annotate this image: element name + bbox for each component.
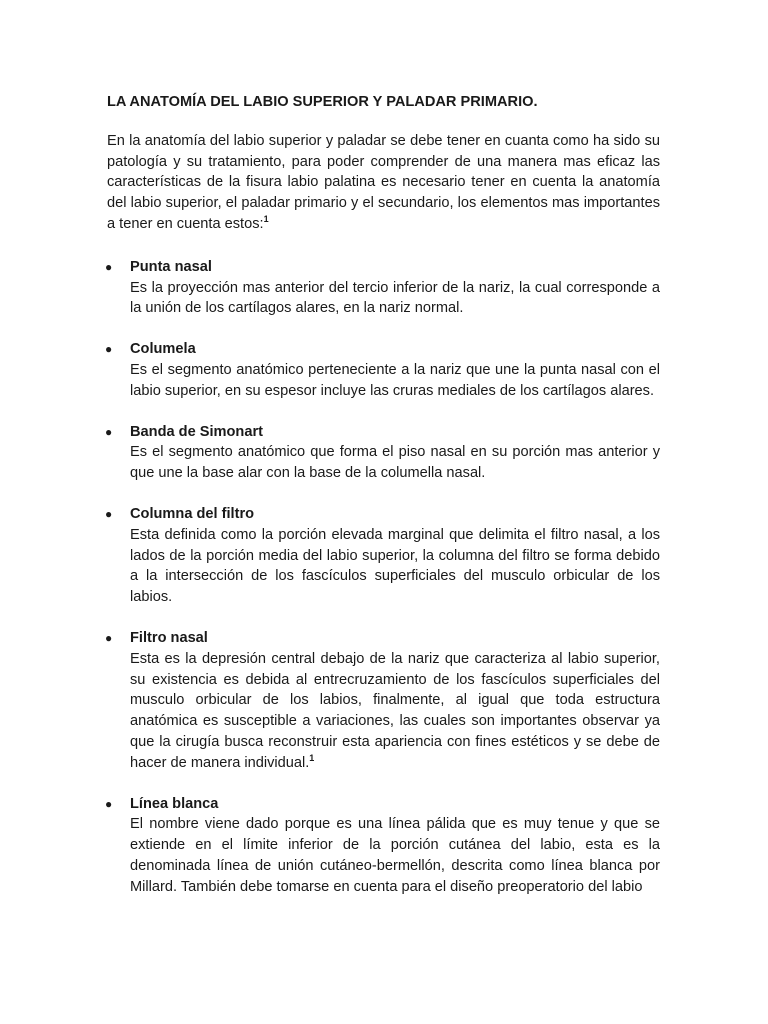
- document-title: LA ANATOMÍA DEL LABIO SUPERIOR Y PALADAR PRIMARIO.: [107, 94, 538, 110]
- item-body: Es el segmento anatómico que forma el piso nasal en su porción mas anterior y que une la base alar con la base de la columella nasal.: [130, 444, 660, 482]
- item-text: [130, 278, 660, 320]
- list-item: [107, 422, 660, 484]
- list-item: [107, 504, 660, 608]
- intro-reference: 1: [263, 214, 269, 225]
- item-text: [130, 360, 660, 402]
- bullet-icon: ●: [105, 796, 113, 811]
- bullet-icon: ●: [105, 424, 113, 439]
- bullet-icon: ●: [105, 506, 113, 521]
- bullet-icon: ●: [105, 630, 113, 645]
- item-reference: 1: [309, 752, 315, 763]
- item-text: [130, 525, 660, 608]
- item-body: El nombre viene dado porque es una línea pálida que es muy tenue y que se extiende en el límite inferior de la porción cutánea del labio, esta es la denominada línea de unión cutáneo-bermellón, descrita como línea blanca por Millard. También debe tomarse en cuenta para el diseño preoperatorio del labio: [130, 816, 660, 895]
- item-text: [130, 814, 660, 897]
- list-item: [107, 794, 660, 898]
- item-body: Esta definida como la porción elevada marginal que delimita el filtro nasal, a los lados de la porción media del labio superior, la columna del filtro se forma debido a la intersección de los fascículos superficiales del musculo orbicular de los labios.: [130, 526, 660, 606]
- item-body: Esta es la depresión central debajo de la nariz que caracteriza al labio superior, su existencia es debida al entrecruzamiento de los fascículos superficiales del musculo orbicular de los labios, finalmente, al igual que toda estructura anatómica es susceptible a variaciones, las cuales son importantes observar ya que la cirugía busca reconstruir esta apariencia con fines estéticos y se debe de hacer de manera individual.: [130, 650, 660, 771]
- bullet-icon: ●: [105, 259, 113, 274]
- intro-paragraph: [107, 131, 660, 235]
- list-item: [107, 339, 660, 401]
- item-text: [130, 442, 660, 484]
- bullet-icon: ●: [105, 342, 113, 357]
- list-item: [107, 628, 660, 774]
- item-body: Es el segmento anatómico perteneciente a la nariz que une la punta nasal con el labio superior, en su espesor incluye las cruras mediales de los cartílagos alares.: [130, 361, 660, 399]
- item-title: Filtro nasal: [130, 629, 208, 646]
- list-item: [107, 257, 660, 319]
- item-text: [130, 649, 660, 774]
- item-title: Línea blanca: [130, 795, 219, 812]
- item-title: Columna del filtro: [130, 505, 255, 522]
- anatomy-list: [107, 257, 660, 898]
- item-body: Es la proyección mas anterior del tercio inferior de la nariz, la cual corresponde a la unión de los cartílagos alares, en la nariz normal.: [130, 279, 660, 317]
- item-title: Banda de Simonart: [130, 423, 263, 440]
- document-content: [107, 92, 660, 918]
- item-title: Punta nasal: [130, 258, 212, 275]
- intro-text: En la anatomía del labio superior y paladar se debe tener en cuanta como ha sido su patología y su tratamiento, para poder comprender de una manera mas eficaz las características de la fisura labio palatina es necesario tener en cuenta la anatomía del labio superior, el paladar primario y el secundario, los elementos mas importantes a tener en cuenta estos:: [107, 132, 660, 232]
- item-title: Columela: [130, 341, 196, 358]
